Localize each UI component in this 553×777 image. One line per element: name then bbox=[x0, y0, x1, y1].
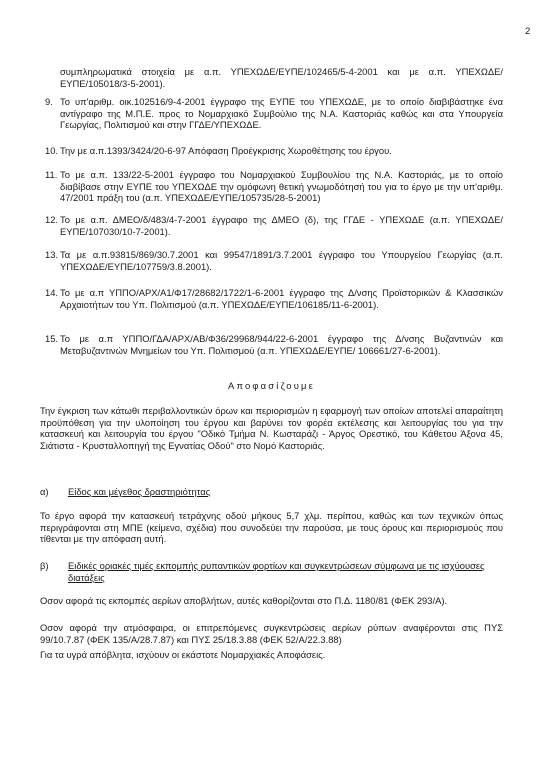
section-b-title: Ειδικές οριακές τιμές εκπομπής ρυπαντικών φορτίων και συγκεντρώσεων σύμφωνα με τις ισχύουσες διατάξεις bbox=[68, 560, 485, 583]
section-b-label: β) bbox=[40, 560, 49, 571]
item-number: 15. bbox=[45, 333, 59, 344]
section-a-title: Είδος και μέγεθος δραστηριότητας bbox=[68, 486, 211, 497]
list-item: Την με α.π.1393/3424/20-6-97 Απόφαση Προέγκρισης Χωροθέτησης του έργου. bbox=[60, 145, 392, 156]
item-number: 12. bbox=[45, 214, 59, 225]
list-item: Τα με α.π.93815/869/30.7.2001 και 99547/1891/3.7.2001 έγγραφο του Υπουργείου Γεωργίας (α.π. ΥΠΕΧΩΔΕ/ΕΥΠΕ/107759/3.8.2001). bbox=[60, 249, 503, 272]
decision-text: Την έγκριση των κάτωθι περιβαλλοντικών όρων και περιορισμών η εφαρμογή των οποίων αποτελεί απαραίτητη προϋπόθεση για την υλοποίηση του έργου και βαρύνει τον φορέα εκτέλεσης και λειτουργίας του για την κατασκευή και λειτουργία του έργου "Οδικό Τμήμα Ν. Κωσταράζι - Άργος Ορεστικό, του Κάθετου Άξονα 45, Σιάτιστα - Κρυσταλλοπηγή της Εγνατίας Οδού" στο Νομό Καστοριάς. bbox=[40, 405, 503, 451]
item-number: 14. bbox=[45, 287, 59, 298]
section-b-paragraph: Οσον αφορά την ατμόσφαιρα, οι επιτρεπόμενες συγκεντρώσεις αερίων ρύπων αναφέρονται στις ΠΥΣ 99/10.7.87 (ΦΕΚ 135/Α/28.7.87) και ΠΥΣ 25/18.3.88 (ΦΕΚ 52/Α/22.3.88) bbox=[40, 622, 503, 645]
item-number: 10. bbox=[45, 145, 59, 156]
section-b-paragraph: Για τα υγρά απόβλητα, ισχύουν οι εκάστοτε Νομαρχιακές Αποφάσεις. bbox=[40, 649, 326, 660]
list-item: Το με α.π ΥΠΠΟ/ΑΡΧ/Α1/Φ17/28682/1722/1-6-2001 έγγραφο της Δ/νσης Προϊστορικών & Κλασσικών Αρχαιοτήτων του Υπ. Πολιτισμού (α.π. ΥΠΕΧΩΔΕ/ΕΥΠΕ/106185/11-6-2001). bbox=[60, 287, 503, 310]
section-a-text: Το έργο αφορά την κατασκευή τετράχνης οδού μήκους 5,7 χλμ. περίπου, καθώς και των τεχνικών όπως περιγράφονται στη ΜΠΕ (κείμενο, σχέδια) που συνοδεύει την παρούσα, με τους όρους και περιορισμούς που τίθενται με την απόφαση αυτή. bbox=[40, 510, 503, 545]
list-item: Το υπ'αριθμ. οικ.102516/9-4-2001 έγγραφο της ΕΥΠΕ του ΥΠΕΧΩΔΕ, με το οποίο διαβιβάστηκε ένα αντίγραφο της Μ.Π.Ε. προς το Νομαρχιακό Συμβούλιο της Ν.Α. Καστοριάς καθώς και στα Υπουργεία Γεωργίας, Πολιτισμού και στην ΓΓΔΕ/ΥΠΕΧΩΔΕ. bbox=[60, 96, 503, 131]
item-number: 13. bbox=[45, 249, 59, 260]
item-number: 11. bbox=[45, 169, 58, 180]
item-number: 9. bbox=[45, 96, 53, 107]
section-a-label: α) bbox=[40, 486, 49, 497]
section-b-paragraph: Οσον αφορά τις εκπομπές αερίων αποβλήτων, αυτές καθορίζονται στο Π.Δ. 1180/81 (ΦΕΚ 293/Α). bbox=[40, 595, 448, 606]
list-item: Το με α.π. 133/22-5-2001 έγγραφο του Νομαρχιακού Συμβουλίου της Ν.Α. Καστοριάς, με το οποίο διαβίβασε στην ΕΥΠΕ του ΥΠΕΧΩΔΕ την ομόφωνη θετική γνωμοδότησή του για το έργο με την υπ'αριθμ. 47/2001 πράξη του (α.π. ΥΠΕΧΩΔΕ/ΕΥΠΕ/105735/28-5-2001) bbox=[60, 169, 503, 204]
continuation-text: συμπληρωματικά στοιχεία με α.π. ΥΠΕΧΩΔΕ/ΕΥΠΕ/102465/5-4-2001 και με α.π. ΥΠΕΧΩΔΕ/ΕΥΠΕ/105018/3-5-2001). bbox=[60, 66, 503, 89]
list-item: Το με α.π. ΔΜΕΟ/δ/483/4-7-2001 έγγραφο της ΔΜΕΟ (δ), της ΓΓΔΕ - ΥΠΕΧΩΔΕ (α.π. ΥΠΕΧΩΔΕ/ΕΥΠΕ/107030/10-7-2001). bbox=[60, 214, 503, 237]
decision-heading: Αποφασίζουμε bbox=[228, 380, 315, 391]
list-item: Το με α.π ΥΠΠΟ/ΓΔΑ/ΑΡΧ/ΑΒ/Φ36/29968/944/22-6-2001 έγγραφο της Δ/νσης Βυζαντινών και Μεταβυζαντινών Μνημείων του Υπ. Πολιτισμού (α.π. ΥΠΕΧΩΔΕ/ΕΥΠΕ/ 106661/27-6-2001). bbox=[60, 333, 503, 356]
page-number: 2 bbox=[525, 26, 531, 37]
